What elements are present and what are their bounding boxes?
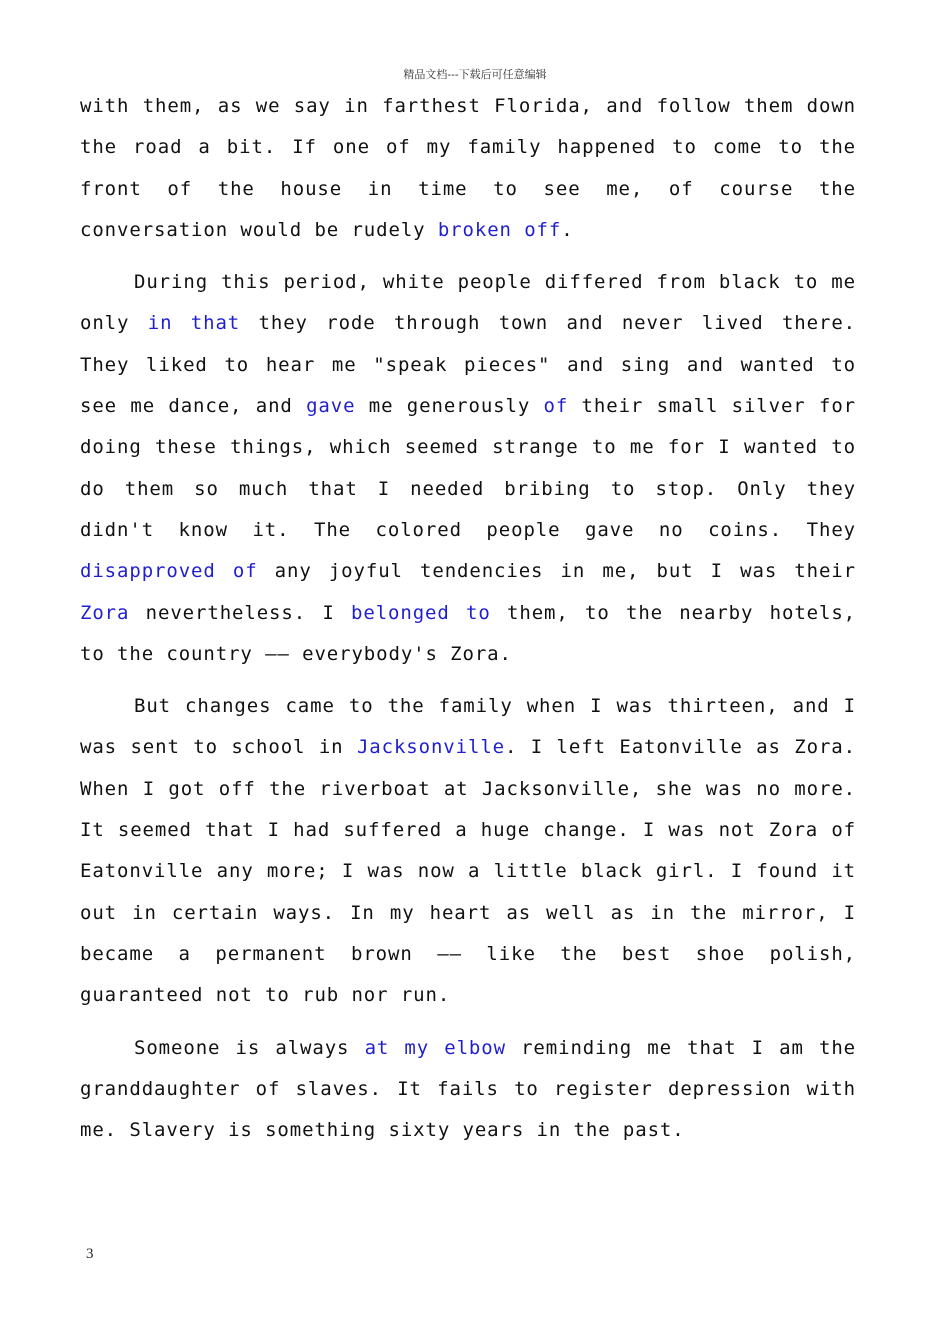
page-header: 精品文档---下载后可任意编辑 xyxy=(403,68,547,81)
text-run: Someone is always xyxy=(134,1036,365,1059)
page-number: 3 xyxy=(86,1246,94,1262)
text-run: But changes came to the family when I was thirteen, and I was sent to school in xyxy=(80,695,856,759)
highlighted-phrase: disapproved of xyxy=(80,560,258,583)
text-run: any joyful tendencies in me, but I was their xyxy=(257,560,856,583)
highlighted-phrase: gave xyxy=(306,395,356,418)
text-run: reminding me that I am the granddaughter of slaves. It fails to register depression with me. Slavery is something sixty years in the past. xyxy=(80,1036,856,1142)
text-run: me generously xyxy=(355,395,544,418)
text-run: with them, as we say in farthest Florida, and follow them down the road a bit. If one of my family happened to come to the front of the house in time to see me, of course the conversation would be rudely xyxy=(80,95,856,241)
highlighted-phrase: Zora xyxy=(80,601,130,624)
paragraph xyxy=(80,86,856,251)
body-text xyxy=(80,86,856,1162)
highlighted-phrase: at my elbow xyxy=(364,1036,506,1059)
text-run: their small silver for doing these things, which seemed strange to me for I wanted to do them so much that I needed bribing to stop. Only they didn't know it. The colored people gave no coins. They xyxy=(80,395,856,541)
highlighted-phrase: belonged to xyxy=(351,601,491,624)
text-run: nevertheless. I xyxy=(129,601,352,624)
text-run: During this period, white people differed from black to me only xyxy=(80,271,856,335)
paragraph xyxy=(80,1028,856,1152)
highlighted-phrase: Jacksonville xyxy=(356,736,506,759)
highlighted-phrase: in that xyxy=(147,312,241,335)
text-run: . I left Eatonville as Zora. When I got off the riverboat at Jacksonville, she was no more. It seemed that I had suffered a huge change. I was not Zora of Eatonville any more; I was now a little black girl. I found it out in certain ways. In my heart as well as in the mirror, I became a permanent brown —— like the best shoe polish, guaranteed not to rub nor run. xyxy=(80,736,856,1007)
text-run: . xyxy=(561,218,574,241)
highlighted-phrase: of xyxy=(543,395,569,418)
text-run: them, to the nearby hotels, to the country —— everybody's Zora. xyxy=(80,601,857,665)
paragraph xyxy=(80,262,856,675)
paragraph xyxy=(80,686,856,1016)
text-run: they rode through town and never lived there. They liked to hear me "speak pieces" and sing and wanted to see me dance, and xyxy=(80,312,856,418)
highlighted-phrase: broken off xyxy=(437,218,562,241)
